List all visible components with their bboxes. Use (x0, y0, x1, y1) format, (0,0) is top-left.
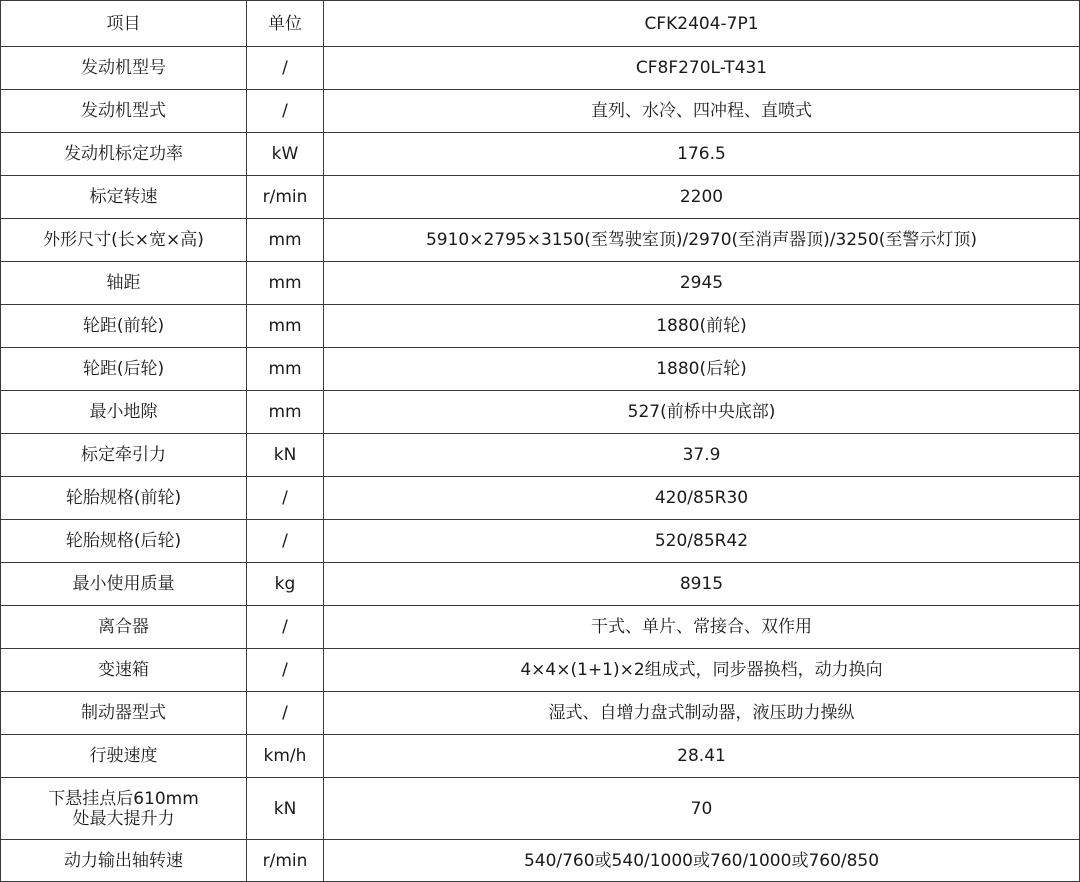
row-label: 轮胎规格(前轮) (1, 477, 247, 520)
table-row (1, 47, 1080, 90)
row-unit: kN (247, 778, 324, 840)
table-row (1, 563, 1080, 606)
table-row (1, 219, 1080, 262)
row-value: 8915 (324, 563, 1080, 606)
row-label: 动力输出轴转速 (1, 840, 247, 882)
table-row (1, 305, 1080, 348)
row-label: 制动器型式 (1, 692, 247, 735)
row-unit: mm (247, 391, 324, 434)
row-value: 直列、水冷、四冲程、直喷式 (324, 90, 1080, 133)
row-unit: kg (247, 563, 324, 606)
table-row (1, 735, 1080, 778)
row-unit: mm (247, 262, 324, 305)
table-row (1, 391, 1080, 434)
row-value: 4×4×(1+1)×2组成式，同步器换档，动力换向 (324, 649, 1080, 692)
row-unit: / (247, 47, 324, 90)
row-label: 发动机标定功率 (1, 133, 247, 176)
table-row (1, 606, 1080, 649)
row-label: 轮距(前轮) (1, 305, 247, 348)
row-value: 湿式、自增力盘式制动器，液压助力操纵 (324, 692, 1080, 735)
table-row (1, 520, 1080, 563)
row-label: 轮胎规格(后轮) (1, 520, 247, 563)
row-label: 最小地隙 (1, 391, 247, 434)
row-value: 5910×2795×3150(至驾驶室顶)/2970(至消声器顶)/3250(至警示灯顶) (324, 219, 1080, 262)
table-row (1, 840, 1080, 882)
row-unit: / (247, 477, 324, 520)
header-item: 项目 (1, 1, 247, 47)
table-row (1, 176, 1080, 219)
row-label: 发动机型式 (1, 90, 247, 133)
row-unit: mm (247, 348, 324, 391)
row-unit: / (247, 520, 324, 563)
row-unit: mm (247, 219, 324, 262)
row-value: 527(前桥中央底部) (324, 391, 1080, 434)
row-label: 轮距(后轮) (1, 348, 247, 391)
row-value: 1880(前轮) (324, 305, 1080, 348)
row-unit: / (247, 649, 324, 692)
row-value: 176.5 (324, 133, 1080, 176)
row-unit: / (247, 606, 324, 649)
table-row (1, 649, 1080, 692)
row-label: 最小使用质量 (1, 563, 247, 606)
row-label: 行驶速度 (1, 735, 247, 778)
row-value: 540/760或540/1000或760/1000或760/850 (324, 840, 1080, 882)
row-value: 干式、单片、常接合、双作用 (324, 606, 1080, 649)
row-unit: kW (247, 133, 324, 176)
header-unit: 单位 (247, 1, 324, 47)
header-row (1, 1, 1080, 47)
row-label: 外形尺寸(长×宽×高) (1, 219, 247, 262)
row-unit: / (247, 90, 324, 133)
row-value: 1880(后轮) (324, 348, 1080, 391)
row-unit: kN (247, 434, 324, 477)
row-value: 70 (324, 778, 1080, 840)
header-model: CFK2404-7P1 (324, 1, 1080, 47)
table-row (1, 477, 1080, 520)
table-row (1, 133, 1080, 176)
row-label-line2: 处最大提升力 (72, 808, 175, 829)
row-label: 变速箱 (1, 649, 247, 692)
row-unit: mm (247, 305, 324, 348)
row-label: 标定牵引力 (1, 434, 247, 477)
row-value: CF8F270L-T431 (324, 47, 1080, 90)
row-unit: r/min (247, 840, 324, 882)
row-label: 离合器 (1, 606, 247, 649)
table-row (1, 434, 1080, 477)
row-value: 2945 (324, 262, 1080, 305)
table-row (1, 262, 1080, 305)
row-value: 520/85R42 (324, 520, 1080, 563)
table-row (1, 692, 1080, 735)
row-unit: / (247, 692, 324, 735)
row-value: 28.41 (324, 735, 1080, 778)
table-row (1, 90, 1080, 133)
table-row (1, 348, 1080, 391)
row-unit: km/h (247, 735, 324, 778)
row-value: 420/85R30 (324, 477, 1080, 520)
row-value: 37.9 (324, 434, 1080, 477)
row-unit: r/min (247, 176, 324, 219)
row-label: 轴距 (1, 262, 247, 305)
row-label (1, 778, 247, 840)
row-label-line1: 下悬挂点后610mm (48, 788, 199, 809)
row-value: 2200 (324, 176, 1080, 219)
table-row (1, 778, 1080, 840)
row-label: 标定转速 (1, 176, 247, 219)
row-label: 发动机型号 (1, 47, 247, 90)
